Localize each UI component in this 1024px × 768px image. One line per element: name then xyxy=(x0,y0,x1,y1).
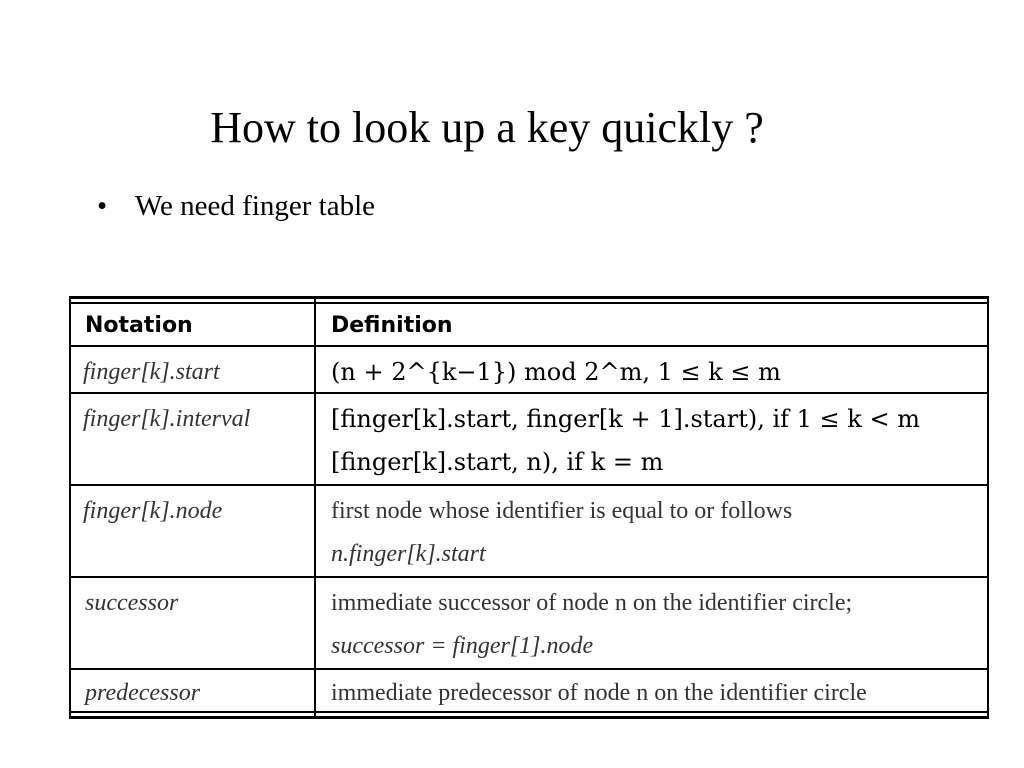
row-divider xyxy=(71,345,987,347)
definition-finger-interval-line2: [finger[k].start, n), if k = m xyxy=(331,448,664,476)
definition-finger-node-line1: first node whose identifier is equal to or follows xyxy=(331,498,793,524)
bullet-item xyxy=(97,188,375,224)
header-notation: Notation xyxy=(85,313,193,338)
row-divider xyxy=(71,392,987,394)
notation-finger-start: finger[k].start xyxy=(83,359,220,385)
row-divider xyxy=(71,484,987,486)
definition-predecessor: immediate predecessor of node n on the identifier circle xyxy=(331,680,867,706)
definition-successor-line1: immediate successor of node n on the identifier circle; xyxy=(331,590,853,616)
bullet-marker: • xyxy=(97,190,108,222)
notation-finger-interval: finger[k].interval xyxy=(83,406,251,432)
row-divider xyxy=(71,576,987,578)
column-divider xyxy=(314,299,316,716)
notation-finger-node: finger[k].node xyxy=(83,498,223,524)
slide-title: How to look up a key quickly ? xyxy=(210,103,764,152)
definition-finger-node-line2: n.finger[k].start xyxy=(331,541,486,567)
notation-successor: successor xyxy=(85,590,179,616)
definition-finger-interval-line1: [finger[k].start, finger[k + 1].start), if 1 ≤ k < m xyxy=(331,405,920,433)
definition-finger-start: (n + 2^{k−1}) mod 2^m, 1 ≤ k ≤ m xyxy=(331,358,781,386)
finger-table xyxy=(69,296,989,719)
definition-successor-line2: successor = finger[1].node xyxy=(331,633,594,659)
header-definition: Definition xyxy=(331,313,453,338)
notation-predecessor: predecessor xyxy=(85,680,201,706)
row-divider xyxy=(71,668,987,670)
bullet-text: We need finger table xyxy=(135,190,376,222)
